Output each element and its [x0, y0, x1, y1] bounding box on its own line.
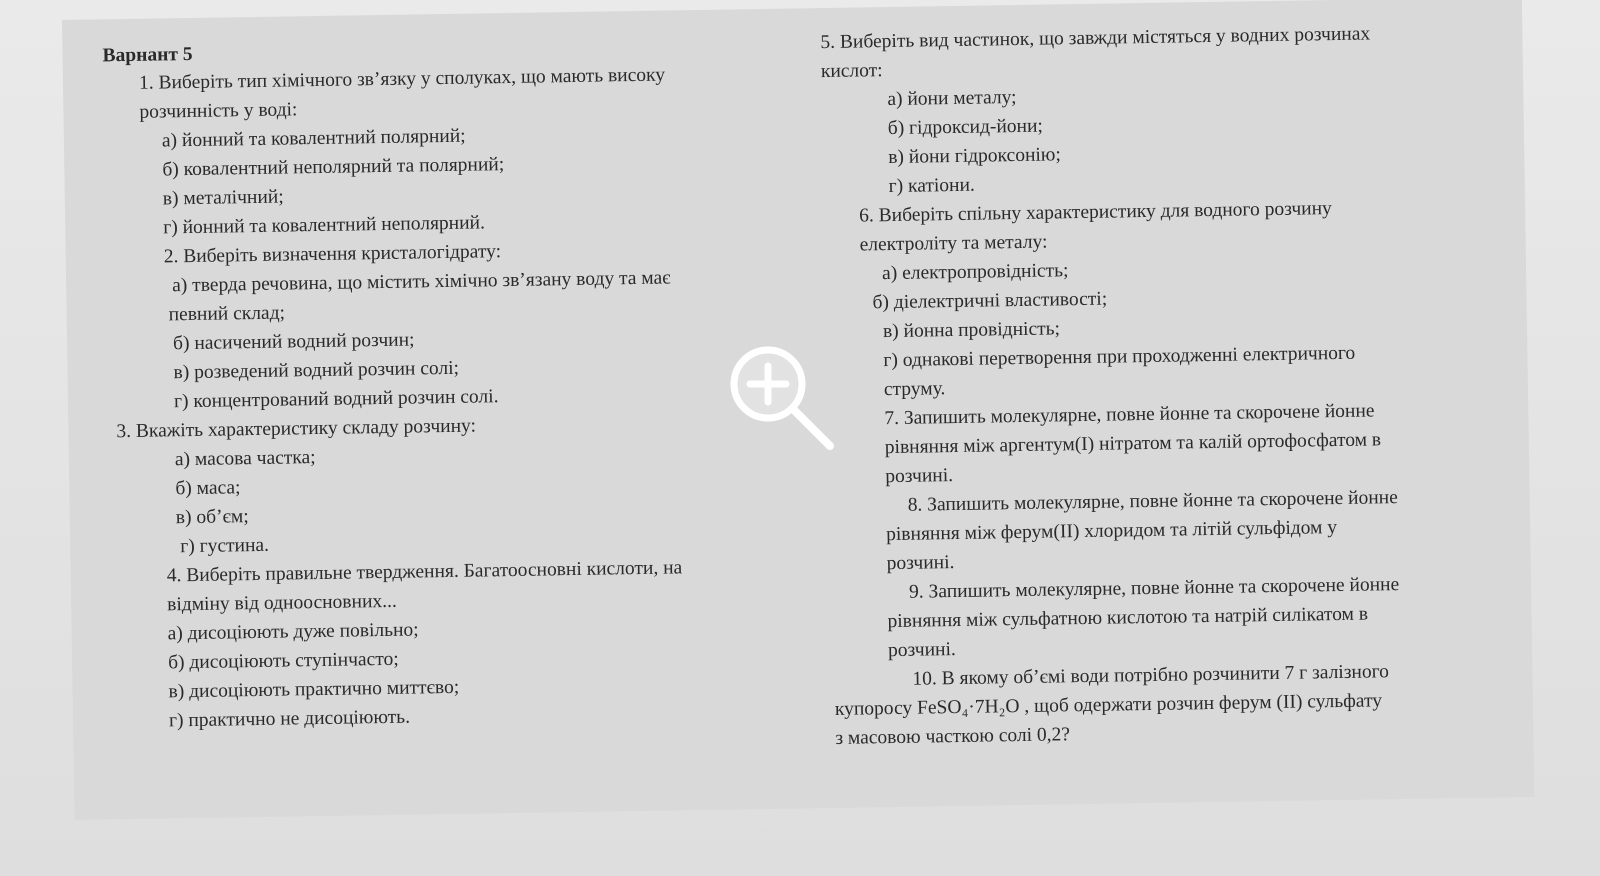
- right-column: [820, 0, 1500, 749]
- question-3-option-a: а) масова частка;: [174, 447, 316, 471]
- question-9-line-3: розчині.: [887, 639, 956, 662]
- variant-title: Варнант 5: [102, 43, 193, 67]
- question-10-line-2: купоросу FeSO₄·7H₂O , щоб одержати розчин ферум (ІІ) сульфату: [834, 690, 1383, 720]
- question-4-option-c: в) дисоціюють практично миттєво;: [168, 676, 460, 703]
- question-7-line-2: рівняння між аргентум(І) нітратом та калій ортофосфатом в: [884, 429, 1382, 459]
- question-6-option-b: б) діелектричні властивості;: [872, 288, 1108, 314]
- question-4-option-d: г) практично не дисоціюють.: [168, 706, 411, 732]
- question-3-line-1: 3. Вкажіть характеристику складу розчину:: [116, 415, 477, 443]
- question-6-line-1: 6. Виберіть спільну характеристику для водного розчину: [859, 198, 1333, 227]
- question-4-option-a: а) дисоціюють дуже повільно;: [167, 619, 419, 645]
- question-2-option-c: в) розведений водний розчин солі;: [173, 357, 460, 384]
- question-9-line-2: рівняння між сульфатною кислотою та натрій силікатом в: [887, 603, 1369, 633]
- question-6-option-d-line-1: г) однакові перетворення при проходженні електричного: [883, 342, 1356, 372]
- question-9-line-1: 9. Запишить молекулярне, повне йонне та скорочене йонне: [908, 574, 1400, 603]
- question-5-option-d: г) катіони.: [888, 174, 976, 198]
- question-2-option-b: б) насичений водний розчин;: [172, 329, 415, 355]
- question-10-line-3: з масовою часткою солі 0,2?: [835, 724, 1071, 749]
- question-5-option-a: а) йони металу;: [887, 87, 1017, 111]
- question-6-option-c: в) йонна провідність;: [882, 318, 1061, 343]
- question-1-option-d: г) йонний та ковалентний неполярний.: [163, 212, 486, 239]
- question-5-line-2: кислот:: [820, 60, 883, 83]
- question-1-line-1: 1. Виберіть тип хімічного зв’язку у сполуках, що мають високу: [138, 64, 666, 94]
- question-10-line-1: 10. В якому об’ємі води потрібно розчинити 7 г залізного: [912, 661, 1390, 690]
- question-1-option-c: в) металічний;: [162, 186, 284, 210]
- question-1-line-2: розчинність у воді:: [139, 99, 298, 123]
- question-7-line-3: розчині.: [885, 465, 954, 488]
- question-5-line-1: 5. Виберіть вид частинок, що завжди містяться у водних розчинах: [820, 23, 1371, 54]
- question-1-option-a: а) йонний та ковалентний полярний;: [161, 125, 466, 152]
- question-2-line-1: 2. Виберіть визначення кристалогідрату:: [163, 241, 502, 268]
- question-8-line-1: 8. Запишить молекулярне, повне йонне та скорочене йонне: [907, 487, 1398, 516]
- question-5-option-c: в) йони гідроксонію;: [888, 144, 1061, 169]
- question-2-option-a-line-1: а) тверда речовина, що містить хімічно зв’язану воду та має: [172, 267, 671, 297]
- question-3-option-b: б) маса;: [175, 477, 241, 500]
- question-7-line-1: 7. Запишить молекулярне, повне йонне та скорочене йонне: [884, 400, 1375, 430]
- question-2-option-d: г) концентрований водний розчин солі.: [173, 386, 499, 413]
- zoom-in-icon[interactable]: [728, 344, 840, 456]
- question-1-option-b: б) ковалентний неполярний та полярний;: [162, 154, 505, 181]
- question-4-option-b: б) дисоціюють ступінчасто;: [167, 648, 399, 674]
- question-8-line-3: розчині.: [886, 552, 955, 575]
- question-6-option-d-line-2: струму.: [883, 378, 946, 401]
- question-4-line-1: 4. Виберіть правильне твердження. Багатоосновні кислоти, на: [166, 557, 683, 587]
- question-8-line-2: рівняння між ферум(ІІ) хлоридом та літій сульфідом у: [886, 517, 1338, 546]
- question-2-option-a-line-2: певний склад;: [168, 302, 286, 326]
- left-column: [102, 9, 782, 732]
- question-5-option-b: б) гідроксид-йони;: [887, 115, 1044, 140]
- question-6-option-a: а) електропровідність;: [881, 260, 1069, 285]
- question-3-option-d: г) густина.: [180, 534, 270, 558]
- question-6-line-2: електроліту та металу:: [859, 231, 1048, 256]
- question-3-option-c: в) об’єм;: [175, 506, 249, 529]
- question-4-line-2: відміну від одноосновних...: [167, 590, 397, 616]
